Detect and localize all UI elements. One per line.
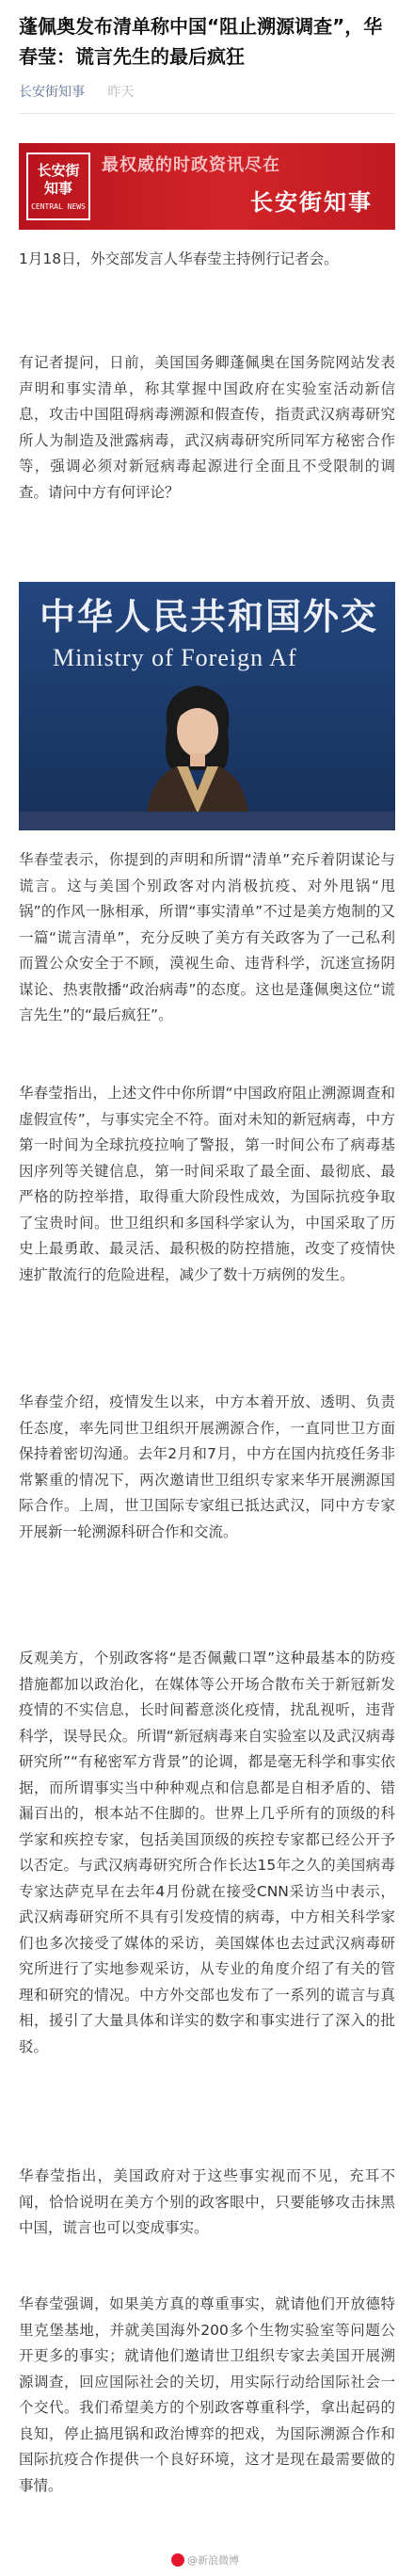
divider [19, 113, 395, 114]
article-title: 蓬佩奥发布清单称中国“阻止溯源调查”，华春莹：谎言先生的最后疯狂 [19, 15, 383, 68]
logo-line-2: 知事 [43, 180, 72, 197]
weibo-watermark [171, 2553, 239, 2568]
backdrop-sign-english: Ministry of Foreign Af [53, 644, 297, 671]
backdrop-sign-chinese: 中华人民共和国外交 [40, 596, 379, 637]
paragraph-question: 有记者提问，日前，美国国务卿蓬佩奥在国务院网站发表声明和事实清单，称其掌握中国政府在实验室活动新信息，攻击中国阻碍病毒溯源和假查传，指责武汉病毒研究所人为制造及泄露病毒，武汉病毒研究所同军方秘密合作等，强调必须对新冠病毒起源进行全面且不受限制的调查。请问中方有何评论？ [19, 354, 395, 501]
paragraph-4: 反观美方，个别政客将“是否佩戴口罩”这种最基本的防疫措施都加以政治化，在媒体等公开场合散布关于新冠新发疫情的不实信息，长时间蓄意淡化疫情，扰乱视听，违背科学，误导民众。所谓“新冠病毒来自实验室以及武汉病毒研究所”“有秘密军方背景”的论调，都是毫无科学和事实依据，而所谓事实当中种种观点和信息都是自相矛盾的、错漏百出的，根本站不住脚的。世界上几乎所有的顶级的科学家和疾控专家，包括美国顶级的疾控专家都已经公开予以否定。与武汉病毒研究所合作长达15年之久的美国病毒专家达萨克早在去年4月份就在接受CNN采访当中表示，武汉病毒研究所不具有引发疫情的病毒，中方相关科学家们也多次接受了媒体的采访，美国媒体也去过武汉病毒研究所进行了实地参观采访，从专业的角度介绍了有关的管理和研究的情况。中方外交部也发布了一系列的谎言与真相，援引了大量具体和详实的数字和事实进行了深入的批驳。 [19, 1650, 395, 2055]
publish-time: 昨天 [107, 85, 135, 100]
paragraph-6: 华春莹强调，如果美方真的尊重事实，就请他们开放德特里克堡基地，并就美国海外200多个生物实验室等问题公开更多的事实；就请他们邀请世卫组织专家去美国开展溯源调查，回应国际社会的关切，用实际行动给国际社会一个交代。我们希望美方的个别政客尊重科学，拿出起码的良知，停止搞甩锅和政治博弈的把戏，为国际溯源合作和国际抗疫合作提供一个良好环境，这才是现在最需要做的事情。 [19, 2295, 395, 2494]
spokesperson-figure [139, 672, 256, 830]
paragraph-3: 华春莹介绍，疫情发生以来，中方本着开放、透明、负责任态度，率先同世卫组织开展溯源合作，一直同世卫方面保持着密切沟通。去年2月和7月，中方在国内抗疫任务非常繁重的情况下，两次邀请世卫组织专家来华开展溯源国际合作。上周，世卫国际专家组已抵达武汉，同中方专家开展新一轮溯源科研合作和交流。 [19, 1393, 395, 1540]
logo-english: CENTRAL NEWS [31, 202, 86, 211]
paragraph-5: 华春莹指出，美国政府对于这些事实视而不见，充耳不闻，恰恰说明在美方个别的政客眼中，只要能够攻击抹黑中国，谎言也可以变成事实。 [19, 2167, 395, 2236]
logo-line-1: 长安街 [37, 162, 80, 179]
paragraph-2: 华春莹指出，上述文件中你所谓“中国政府阻止溯源调查和虚假宣传”，与事实完全不符。面对未知的新冠病毒，中方第一时间为全球抗疫拉响了警报，第一时间公布了病毒基因序列等关键信息，第一时间采取了最全面、最彻底、最严格的防控举措，取得重大阶段性成效，为国际抗疫争取了宝贵时间。世卫组织和多国科学家认为，中国采取了历史上最勇敢、最灵活、最积极的防控措施，改变了疫情快速扩散流行的危险进程，减少了数十万病例的发生。 [19, 1085, 395, 1283]
paragraph-intro: 1月18日，外交部发言人华春莹主持例行记者会。 [19, 250, 339, 267]
banner-slogan: 最权威的时政资讯尽在 [102, 155, 280, 175]
press-conference-photo [19, 582, 395, 830]
podium-desk [19, 812, 395, 830]
watermark-text: @新浪微博 [187, 2554, 239, 2567]
account-logo [26, 153, 90, 220]
author-link[interactable]: 长安街知事 [19, 85, 85, 100]
weibo-icon [171, 2553, 184, 2567]
paragraph-1: 华春莹表示，你提到的声明和所谓“清单”充斥着阴谋论与谎言。这与美国个别政客对内消极抗疫、对外甩锅“甩锅”的作风一脉相承，所谓“事实清单”不过是美方炮制的又一篇“谎言清单”，充分反映了美方有关政客为了一己私利而置公众安全于不顾，漠视生命、违背科学，沉迷宣扬阴谋论、热衷散播“政治病毒”的态度。这也是蓬佩奥这位“谎言先生”的“最后疯狂”。 [19, 851, 395, 1023]
article-meta [19, 83, 134, 102]
banner-brand: 长安街知事 [250, 188, 373, 216]
account-banner-image [19, 143, 395, 230]
